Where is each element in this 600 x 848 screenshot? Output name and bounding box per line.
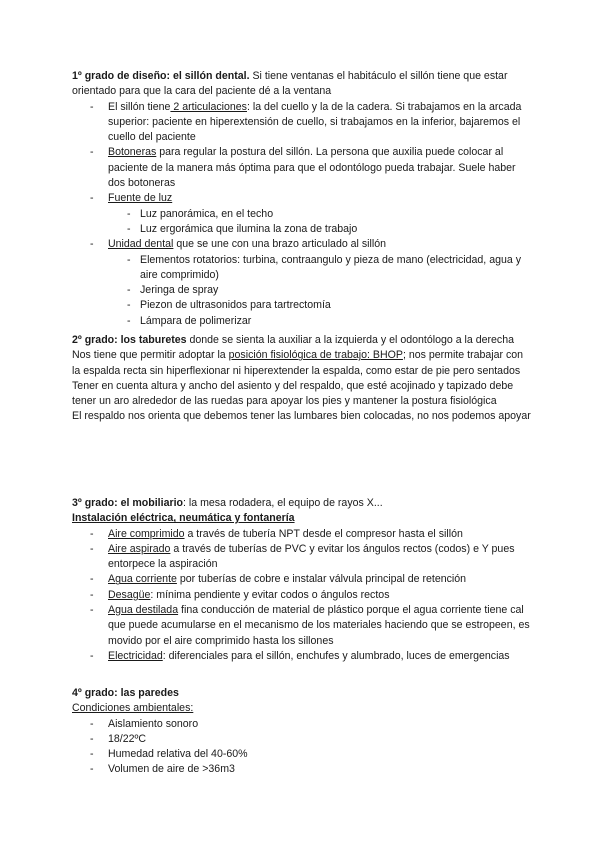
list-item bbox=[72, 237, 532, 329]
section-2-paragraph: El respaldo nos orienta que debemos tener las lumbares bien colocadas, no nos podemos apoyar bbox=[72, 410, 531, 423]
section-3-intro: : la mesa rodadera, el equipo de rayos X... bbox=[183, 497, 383, 509]
item-text: : diferenciales para el sillón, enchufes y alumbrado, luces de emergencias bbox=[162, 649, 510, 662]
subheading-text: Instalación eléctrica, neumática y fontanería bbox=[72, 512, 295, 525]
list-item bbox=[72, 191, 532, 237]
list-item: - Aislamiento sonoro bbox=[72, 717, 532, 732]
section-1-list bbox=[72, 100, 532, 329]
sub-list-item: - Luz panorámica, en el techo bbox=[108, 207, 532, 222]
section-2-paragraph bbox=[72, 348, 532, 379]
section-1-title: 1º grado de diseño: el sillón dental. bbox=[72, 70, 250, 82]
item-text: : la del cuello y la de la cadera. Si trabajamos en la arcada superior: paciente en hiperextensión de cuello, si trabajamos en la inferior, bajaremos el cuello del paciente bbox=[108, 100, 522, 144]
item-text: a través de tubería NPT desde el compresor hasta el sillón bbox=[184, 527, 463, 540]
section-4-title: 4º grado: las paredes bbox=[72, 687, 179, 699]
item-term: 2 articulaciones bbox=[170, 100, 247, 113]
list-item: - Humedad relativa del 40-60% bbox=[72, 747, 532, 762]
paragraph-text: Nos tiene que permitir adoptar la bbox=[72, 349, 229, 362]
section-3-subheading bbox=[72, 511, 532, 526]
sub-list-item: - Lámpara de polimerizar bbox=[108, 314, 532, 329]
section-mobiliario bbox=[72, 496, 532, 664]
section-3-heading-paragraph bbox=[72, 496, 532, 511]
list-item bbox=[72, 542, 532, 573]
item-text: para regular la postura del sillón. La persona que auxilia puede colocar al paciente de la manera más óptima para que el odontólogo pueda trabajar. Suele haber dos botoneras bbox=[108, 146, 516, 190]
section-3-list bbox=[72, 527, 532, 665]
section-2-heading-paragraph bbox=[72, 333, 532, 348]
section-3-title: 3º grado: el mobiliario bbox=[72, 497, 184, 509]
item-term: Aire comprimido bbox=[108, 527, 185, 540]
subheading-text: Condiciones ambientales: bbox=[72, 702, 194, 715]
section-taburetes bbox=[72, 333, 532, 425]
section-4-subheading bbox=[72, 701, 532, 716]
section-sillon-dental bbox=[72, 69, 532, 329]
list-item bbox=[72, 603, 532, 649]
section-2-title: 2º grado: los taburetes bbox=[72, 334, 187, 346]
sub-list-item: - Jeringa de spray bbox=[108, 283, 532, 298]
sub-list-item: - Piezon de ultrasonidos para tartrectomía bbox=[108, 298, 532, 313]
item-text: que se une con una brazo articulado al sillón bbox=[173, 238, 386, 251]
item-term: Electricidad bbox=[108, 649, 163, 662]
item-text: fina conducción de material de plástico porque el agua corriente tiene cal que puede acumularse en el mecanismo de los materiales haciendo que se estropeen, es movido por el aire comprimido hasta los sillones bbox=[108, 604, 530, 647]
list-item: - Volumen de aire de >36m3 bbox=[72, 762, 532, 777]
item-term: Fuente de luz bbox=[108, 192, 173, 205]
item-text: a través de tuberías de PVC y evitar los ángulos rectos (codos) e Y pues entorpece la aspiración bbox=[108, 542, 515, 571]
list-item bbox=[72, 649, 532, 664]
section-4-list bbox=[72, 717, 532, 778]
section-paredes bbox=[72, 686, 532, 778]
list-item: - 18/22ºC bbox=[72, 732, 532, 747]
item-text: : mínima pendiente y evitar codos o ángulos rectos bbox=[150, 588, 390, 601]
paragraph-text: ; nos permite trabajar con la espalda recta sin hiperflexionar ni hiperextender la espalda, como estar de pie pero sentados bbox=[72, 349, 524, 377]
sub-list-luz bbox=[108, 207, 532, 238]
sub-list-unidad bbox=[108, 253, 532, 329]
item-term: Agua corriente bbox=[108, 573, 177, 586]
item-term: Desagüe bbox=[108, 588, 151, 601]
item-term: Agua destilada bbox=[108, 604, 179, 617]
section-2-intro: donde se sienta la auxiliar a la izquierda y el odontólogo a la derecha bbox=[186, 334, 514, 346]
item-term: Botoneras bbox=[108, 146, 157, 159]
list-item bbox=[72, 145, 532, 191]
sub-list-item: - Elementos rotatorios: turbina, contraangulo y pieza de mano (electricidad, agua y aire comprimido) bbox=[108, 253, 532, 284]
item-term: Unidad dental bbox=[108, 238, 174, 251]
list-item bbox=[72, 588, 532, 603]
list-item bbox=[72, 100, 532, 146]
section-2-paragraph: Tener en cuenta altura y ancho del asiento y del respaldo, que esté acojinado y tapizado debe tener un aro alrededor de las ruedas para apoyar los pies y mantener la postura fisiológica bbox=[72, 379, 514, 408]
sub-list-item: - Luz ergorámica que ilumina la zona de trabajo bbox=[108, 222, 532, 237]
list-item bbox=[72, 572, 532, 587]
section-1-intro: Si tiene ventanas el habitáculo el sillón tiene que estar orientado para que la cara del paciente dé a la ventana bbox=[72, 70, 508, 98]
list-item bbox=[72, 527, 532, 542]
item-text: El sillón tiene bbox=[108, 100, 171, 113]
item-term: Aire aspirado bbox=[108, 542, 171, 555]
section-1-paragraph bbox=[72, 69, 532, 100]
paragraph-term: posición fisiológica de trabajo: BHOP bbox=[228, 349, 403, 362]
section-4-heading-paragraph bbox=[72, 686, 532, 701]
item-text: por tuberías de cobre e instalar válvula principal de retención bbox=[176, 573, 467, 586]
